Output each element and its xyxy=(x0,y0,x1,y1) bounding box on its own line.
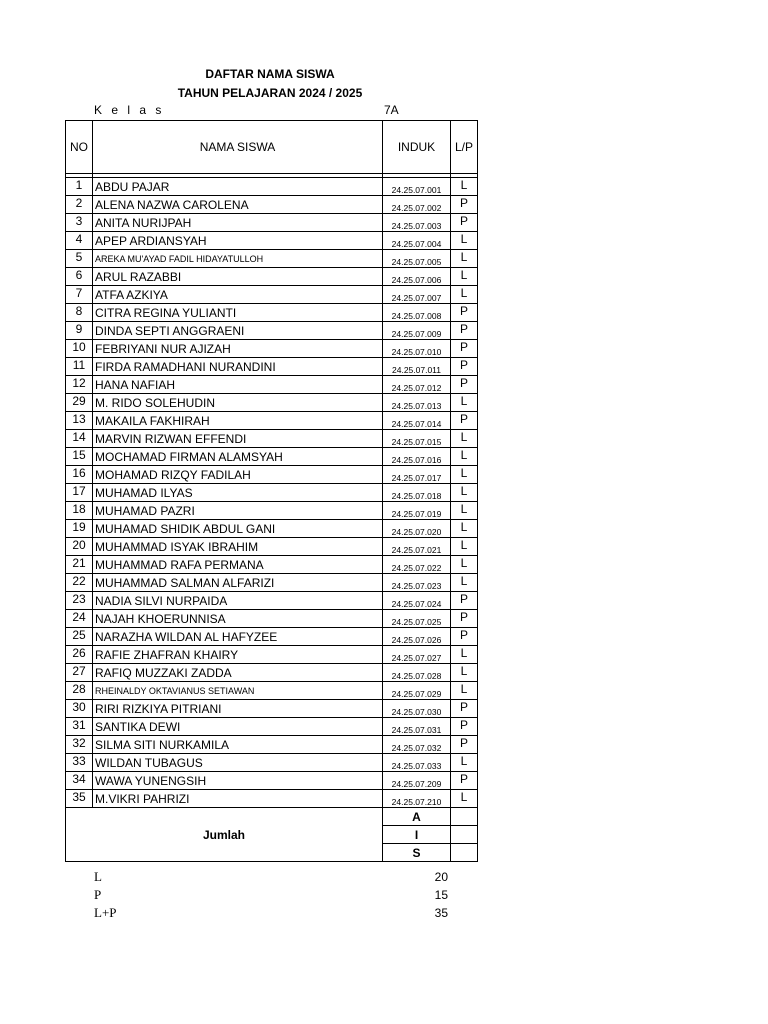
student-induk: 24.25.07.033 xyxy=(383,754,451,772)
student-gender: L xyxy=(451,754,478,772)
student-induk: 24.25.07.022 xyxy=(383,556,451,574)
student-no: 27 xyxy=(66,664,93,682)
student-gender: L xyxy=(451,394,478,412)
student-no: 5 xyxy=(66,250,93,268)
student-induk: 24.25.07.029 xyxy=(383,682,451,700)
student-name: MUHAMMAD SALMAN ALFARIZI xyxy=(93,574,383,592)
student-induk: 24.25.07.020 xyxy=(383,520,451,538)
student-no: 2 xyxy=(66,196,93,214)
table-row xyxy=(66,466,478,484)
student-no: 15 xyxy=(66,448,93,466)
kelas-label: K e l a s xyxy=(94,103,165,117)
jumlah-code-s: S xyxy=(383,844,451,862)
student-induk: 24.25.07.007 xyxy=(383,286,451,304)
student-gender: L xyxy=(451,646,478,664)
student-name: WILDAN TUBAGUS xyxy=(93,754,383,772)
student-no: 18 xyxy=(66,502,93,520)
student-name: FIRDA RAMADHANI NURANDINI xyxy=(93,358,383,376)
student-induk: 24.25.07.027 xyxy=(383,646,451,664)
table-row xyxy=(66,340,478,358)
student-no: 6 xyxy=(66,268,93,286)
table-row xyxy=(66,502,478,520)
student-induk: 24.25.07.009 xyxy=(383,322,451,340)
student-gender: L xyxy=(451,538,478,556)
student-gender: L xyxy=(451,556,478,574)
table-row xyxy=(66,736,478,754)
student-no: 1 xyxy=(66,178,93,196)
student-table xyxy=(65,120,478,862)
student-name: MARVIN RIZWAN EFFENDI xyxy=(93,430,383,448)
student-induk: 24.25.07.006 xyxy=(383,268,451,286)
student-induk: 24.25.07.210 xyxy=(383,790,451,808)
student-name: ATFA AZKIYA xyxy=(93,286,383,304)
student-induk: 24.25.07.021 xyxy=(383,538,451,556)
student-gender: P xyxy=(451,304,478,322)
student-no: 35 xyxy=(66,790,93,808)
student-induk: 24.25.07.031 xyxy=(383,718,451,736)
student-name: MUHAMAD ILYAS xyxy=(93,484,383,502)
student-gender: P xyxy=(451,322,478,340)
student-gender: L xyxy=(451,430,478,448)
table-row xyxy=(66,484,478,502)
student-name: ANITA NURIJPAH xyxy=(93,214,383,232)
student-gender: L xyxy=(451,484,478,502)
table-row xyxy=(66,556,478,574)
student-no: 16 xyxy=(66,466,93,484)
table-row xyxy=(66,628,478,646)
student-induk: 24.25.07.030 xyxy=(383,700,451,718)
student-name: CITRA REGINA YULIANTI xyxy=(93,304,383,322)
student-gender: P xyxy=(451,376,478,394)
kelas-value: 7A xyxy=(384,103,399,117)
student-gender: P xyxy=(451,628,478,646)
student-induk: 24.25.07.019 xyxy=(383,502,451,520)
student-induk: 24.25.07.024 xyxy=(383,592,451,610)
table-row xyxy=(66,574,478,592)
table-row xyxy=(66,520,478,538)
summary-label-p: P xyxy=(94,887,102,902)
summary-value-total: 35 xyxy=(434,906,448,920)
table-row xyxy=(66,754,478,772)
column-header-no: NO xyxy=(66,121,93,174)
jumlah-label: Jumlah xyxy=(66,808,383,862)
student-induk: 24.25.07.032 xyxy=(383,736,451,754)
student-gender: P xyxy=(451,700,478,718)
student-no: 19 xyxy=(66,520,93,538)
student-name: MOHAMAD RIZQY FADILAH xyxy=(93,466,383,484)
table-row xyxy=(66,250,478,268)
table-row xyxy=(66,232,478,250)
student-gender: P xyxy=(451,718,478,736)
student-name: SILMA SITI NURKAMILA xyxy=(93,736,383,754)
student-induk: 24.25.07.026 xyxy=(383,628,451,646)
student-gender: L xyxy=(451,286,478,304)
jumlah-code-a: A xyxy=(383,808,451,826)
student-no: 31 xyxy=(66,718,93,736)
student-name: AREKA MU'AYAD FADIL HIDAYATULLOH xyxy=(93,250,383,268)
student-induk: 24.25.07.209 xyxy=(383,772,451,790)
student-name: MUHAMMAD RAFA PERMANA xyxy=(93,556,383,574)
student-induk: 24.25.07.010 xyxy=(383,340,451,358)
student-gender: L xyxy=(451,466,478,484)
student-gender: L xyxy=(451,268,478,286)
student-name: NADIA SILVI NURPAIDA xyxy=(93,592,383,610)
student-induk: 24.25.07.025 xyxy=(383,610,451,628)
student-gender: L xyxy=(451,574,478,592)
student-rows xyxy=(66,174,478,808)
student-gender: L xyxy=(451,178,478,196)
column-header-lp: L/P xyxy=(451,121,478,174)
table-row xyxy=(66,214,478,232)
student-name: MUHAMAD SHIDIK ABDUL GANI xyxy=(93,520,383,538)
student-gender: P xyxy=(451,592,478,610)
summary-value-p: 15 xyxy=(434,888,448,902)
student-name: WAWA YUNENGSIH xyxy=(93,772,383,790)
student-name: ABDU PAJAR xyxy=(93,178,383,196)
student-name: MAKAILA FAKHIRAH xyxy=(93,412,383,430)
student-name: MUHAMAD PAZRI xyxy=(93,502,383,520)
summary-label-total: L+P xyxy=(94,905,117,920)
student-no: 23 xyxy=(66,592,93,610)
table-row xyxy=(66,268,478,286)
jumlah-value-s xyxy=(451,844,478,862)
student-no: 7 xyxy=(66,286,93,304)
student-induk: 24.25.07.016 xyxy=(383,448,451,466)
student-gender: L xyxy=(451,250,478,268)
student-induk: 24.25.07.005 xyxy=(383,250,451,268)
student-induk: 24.25.07.012 xyxy=(383,376,451,394)
table-row xyxy=(66,322,478,340)
document-title: DAFTAR NAMA SISWA xyxy=(205,67,335,81)
student-name: MUHAMMAD ISYAK IBRAHIM xyxy=(93,538,383,556)
table-row xyxy=(66,592,478,610)
student-gender: P xyxy=(451,736,478,754)
student-induk: 24.25.07.028 xyxy=(383,664,451,682)
student-gender: L xyxy=(451,520,478,538)
student-induk: 24.25.07.003 xyxy=(383,214,451,232)
student-induk: 24.25.07.015 xyxy=(383,430,451,448)
column-header-induk: INDUK xyxy=(383,121,451,174)
summary-value-l: 20 xyxy=(434,870,448,884)
student-induk: 24.25.07.011 xyxy=(383,358,451,376)
student-name: SANTIKA DEWI xyxy=(93,718,383,736)
student-induk: 24.25.07.013 xyxy=(383,394,451,412)
student-gender: L xyxy=(451,682,478,700)
jumlah-value-a xyxy=(451,808,478,826)
table-row xyxy=(66,376,478,394)
student-induk: 24.25.07.018 xyxy=(383,484,451,502)
table-row xyxy=(66,538,478,556)
student-induk: 24.25.07.014 xyxy=(383,412,451,430)
column-header-nama: NAMA SISWA xyxy=(93,121,383,174)
student-name: RAFIQ MUZZAKI ZADDA xyxy=(93,664,383,682)
student-induk: 24.25.07.023 xyxy=(383,574,451,592)
student-name: NAJAH KHOERUNNISA xyxy=(93,610,383,628)
student-gender: P xyxy=(451,358,478,376)
student-name: ARUL RAZABBI xyxy=(93,268,383,286)
student-gender: L xyxy=(451,664,478,682)
student-no: 30 xyxy=(66,700,93,718)
student-gender: L xyxy=(451,448,478,466)
document-subtitle: TAHUN PELAJARAN 2024 / 2025 xyxy=(177,86,363,100)
table-row xyxy=(66,358,478,376)
student-name: APEP ARDIANSYAH xyxy=(93,232,383,250)
student-name: RAFIE ZHAFRAN KHAIRY xyxy=(93,646,383,664)
table-row xyxy=(66,790,478,808)
table-row xyxy=(66,286,478,304)
jumlah-section xyxy=(66,808,478,862)
student-no: 14 xyxy=(66,430,93,448)
student-no: 11 xyxy=(66,358,93,376)
student-name: HANA NAFIAH xyxy=(93,376,383,394)
table-row xyxy=(66,664,478,682)
table-row xyxy=(66,178,478,196)
student-gender: P xyxy=(451,340,478,358)
student-gender: P xyxy=(451,196,478,214)
student-no: 28 xyxy=(66,682,93,700)
student-induk: 24.25.07.002 xyxy=(383,196,451,214)
student-no: 29 xyxy=(66,394,93,412)
student-name: RIRI RIZKIYA PITRIANI xyxy=(93,700,383,718)
table-row xyxy=(66,610,478,628)
student-gender: P xyxy=(451,214,478,232)
table-row xyxy=(66,700,478,718)
student-no: 9 xyxy=(66,322,93,340)
student-name: RHEINALDY OKTAVIANUS SETIAWAN xyxy=(93,682,383,700)
student-no: 34 xyxy=(66,772,93,790)
table-row xyxy=(66,448,478,466)
student-no: 33 xyxy=(66,754,93,772)
table-row xyxy=(66,394,478,412)
student-no: 8 xyxy=(66,304,93,322)
student-gender: L xyxy=(451,502,478,520)
student-gender: L xyxy=(451,790,478,808)
student-no: 20 xyxy=(66,538,93,556)
student-no: 25 xyxy=(66,628,93,646)
student-induk: 24.25.07.001 xyxy=(383,178,451,196)
table-row xyxy=(66,430,478,448)
student-name: M.VIKRI PAHRIZI xyxy=(93,790,383,808)
student-no: 17 xyxy=(66,484,93,502)
summary-label-l: L xyxy=(94,869,102,884)
student-name: ALENA NAZWA CAROLENA xyxy=(93,196,383,214)
student-gender: P xyxy=(451,772,478,790)
student-no: 13 xyxy=(66,412,93,430)
table-row xyxy=(66,196,478,214)
student-induk: 24.25.07.008 xyxy=(383,304,451,322)
table-row xyxy=(66,718,478,736)
student-no: 10 xyxy=(66,340,93,358)
student-name: M. RIDO SOLEHUDIN xyxy=(93,394,383,412)
student-name: MOCHAMAD FIRMAN ALAMSYAH xyxy=(93,448,383,466)
table-row xyxy=(66,646,478,664)
student-induk: 24.25.07.004 xyxy=(383,232,451,250)
student-no: 21 xyxy=(66,556,93,574)
student-gender: P xyxy=(451,610,478,628)
student-no: 3 xyxy=(66,214,93,232)
student-no: 24 xyxy=(66,610,93,628)
table-row xyxy=(66,412,478,430)
jumlah-value-i xyxy=(451,826,478,844)
student-no: 22 xyxy=(66,574,93,592)
student-gender: P xyxy=(451,412,478,430)
student-name: FEBRIYANI NUR AJIZAH xyxy=(93,340,383,358)
table-row xyxy=(66,772,478,790)
student-no: 26 xyxy=(66,646,93,664)
table-row xyxy=(66,304,478,322)
student-no: 4 xyxy=(66,232,93,250)
student-name: DINDA SEPTI ANGGRAENI xyxy=(93,322,383,340)
table-row xyxy=(66,682,478,700)
student-no: 12 xyxy=(66,376,93,394)
jumlah-code-i: I xyxy=(383,826,451,844)
student-gender: L xyxy=(451,232,478,250)
student-induk: 24.25.07.017 xyxy=(383,466,451,484)
student-name: NARAZHA WILDAN AL HAFYZEE xyxy=(93,628,383,646)
student-no: 32 xyxy=(66,736,93,754)
